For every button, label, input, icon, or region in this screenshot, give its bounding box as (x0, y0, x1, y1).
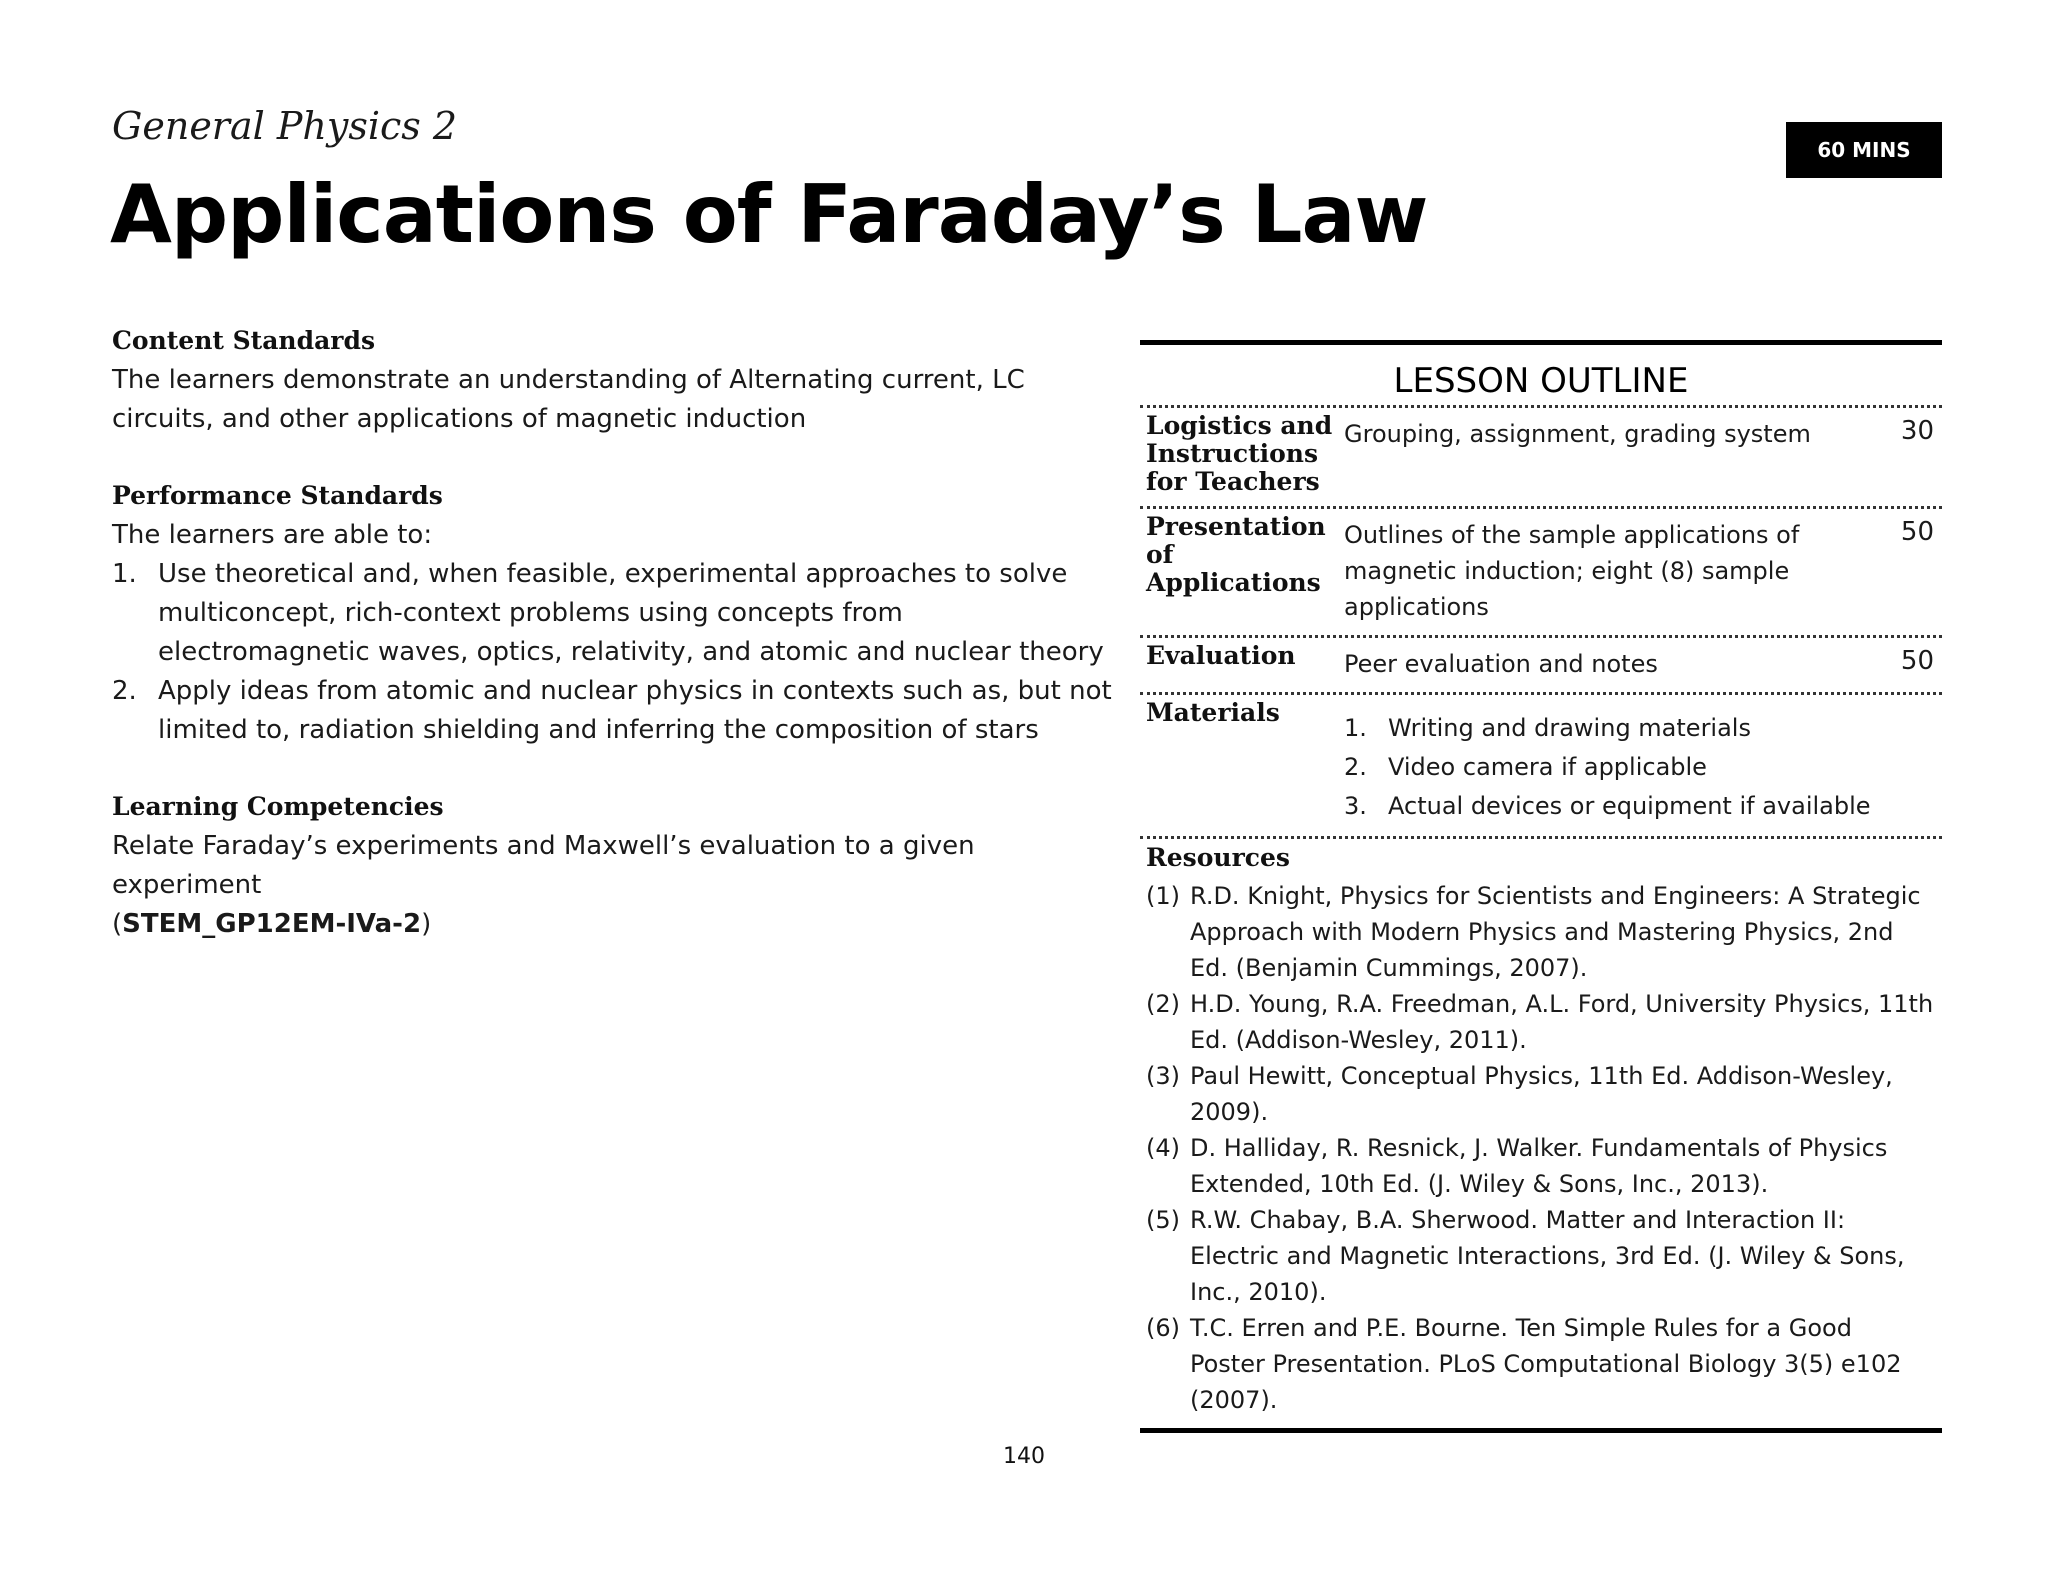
list-item-number: 2. (1344, 753, 1367, 781)
outline-row-description: Grouping, assignment, grading system (1344, 420, 1811, 448)
list-item (1146, 1202, 1934, 1310)
list-item (1344, 748, 1874, 787)
list-item (1146, 1130, 1934, 1202)
performance-standards-heading: Performance Standards (112, 481, 443, 510)
performance-standards-intro: The learners are able to: (112, 520, 433, 550)
materials-minutes-spacer (1874, 699, 1934, 826)
list-item-number: 3. (1344, 792, 1367, 820)
list-item-number: 2. (112, 676, 137, 706)
outline-row-label: Logistics and Instructions for Teachers (1146, 411, 1333, 496)
list-item-text: Paul Hewitt, Conceptual Physics, 11th Ed. Addison-Wesley, 2009). (1190, 1062, 1893, 1126)
resources-section (1140, 836, 1942, 1428)
outline-row-minutes: 50 (1900, 517, 1934, 547)
page-number: 140 (1003, 1444, 1045, 1469)
list-item (1146, 1058, 1934, 1130)
list-item (1146, 878, 1934, 986)
lesson-outline-table (1140, 340, 1942, 1433)
list-item (1146, 1310, 1934, 1418)
competency-close-paren: ) (421, 909, 432, 939)
outline-row-logistics (1140, 405, 1942, 506)
outline-row-label: Evaluation (1146, 641, 1296, 670)
list-item (112, 555, 1112, 672)
list-item-text: Use theoretical and, when feasible, experimental approaches to solve multiconcept, rich-context problems using concepts from electromagnetic waves, optics, relativity, and atomic and nuclear theory (158, 559, 1104, 667)
list-item-text: D. Halliday, R. Resnick, J. Walker. Fundamentals of Physics Extended, 10th Ed. (J. Wiley & Sons, Inc., 2013). (1190, 1134, 1888, 1198)
list-item-number: (1) (1146, 882, 1180, 910)
list-item-text: H.D. Young, R.A. Freedman, A.L. Ford, University Physics, 11th Ed. (Addison-Wesley, 2011). (1190, 990, 1934, 1054)
competency-open-paren: ( (112, 909, 123, 939)
list-item-text: R.W. Chabay, B.A. Sherwood. Matter and Interaction II: Electric and Magnetic Interactions, 3rd Ed. (J. Wiley & Sons, Inc., 2010). (1190, 1206, 1905, 1306)
learning-competencies-section (112, 792, 1112, 944)
outline-row-label: Presentation of Applications (1146, 512, 1326, 597)
list-item-number: (3) (1146, 1062, 1180, 1090)
outline-row-description: Peer evaluation and notes (1344, 650, 1658, 678)
list-item (1344, 709, 1874, 748)
list-item-text: Actual devices or equipment if available (1388, 792, 1871, 820)
list-item-number: (2) (1146, 990, 1180, 1018)
list-item-number: (6) (1146, 1314, 1180, 1342)
materials-list (1344, 703, 1874, 826)
content-standards-heading: Content Standards (112, 326, 376, 355)
competency-description: Relate Faraday’s experiments and Maxwell’s evaluation to a given experiment (112, 831, 975, 900)
list-item-number: 1. (1344, 714, 1367, 742)
list-item-text: Writing and drawing materials (1388, 714, 1751, 742)
list-item-number: (5) (1146, 1206, 1180, 1234)
list-item-number: 1. (112, 559, 137, 589)
list-item-text: Apply ideas from atomic and nuclear physics in contexts such as, but not limited to, radiation shielding and inferring the composition of stars (158, 676, 1112, 745)
outline-row-minutes: 50 (1900, 646, 1934, 676)
outline-row-minutes: 30 (1900, 416, 1934, 446)
list-item-text: R.D. Knight, Physics for Scientists and Engineers: A Strategic Approach with Modern Physics and Mastering Physics, 2nd Ed. (Benjamin Cummings, 2007). (1190, 882, 1921, 982)
content-standards-text: The learners demonstrate an understanding of Alternating current, LC circuits, and other applications of magnetic induction (112, 365, 1025, 434)
resources-label: Resources (1146, 843, 1290, 872)
list-item-number: (4) (1146, 1134, 1180, 1162)
performance-standards-section (112, 481, 1112, 750)
materials-list-container (1344, 699, 1874, 826)
outline-row-presentation (1140, 506, 1942, 635)
lesson-outline-title: LESSON OUTLINE (1393, 361, 1689, 401)
materials-label: Materials (1146, 698, 1280, 727)
list-item (1146, 986, 1934, 1058)
standards-column (112, 326, 1112, 986)
list-item-text: T.C. Erren and P.E. Bourne. Ten Simple Rules for a Good Poster Presentation. PLoS Computational Biology 3(5) e102 (2007). (1190, 1314, 1902, 1414)
subject-label: General Physics 2 (112, 104, 458, 148)
page-title: Applications of Faraday’s Law (110, 168, 1428, 261)
list-item (112, 672, 1112, 750)
outline-row-evaluation (1140, 635, 1942, 692)
duration-badge: 60 MINS (1786, 122, 1942, 178)
resources-list (1146, 878, 1934, 1418)
outline-row-description: Outlines of the sample applications of magnetic induction; eight (8) sample applications (1344, 521, 1800, 621)
performance-standards-list (112, 555, 1112, 750)
list-item (1344, 787, 1874, 826)
competency-code: STEM_GP12EM-IVa-2 (122, 909, 422, 939)
outline-row-materials (1140, 692, 1942, 836)
learning-competencies-text (112, 827, 1112, 944)
learning-competencies-heading: Learning Competencies (112, 792, 444, 821)
list-item-text: Video camera if applicable (1388, 753, 1707, 781)
content-standards-section (112, 326, 1112, 439)
